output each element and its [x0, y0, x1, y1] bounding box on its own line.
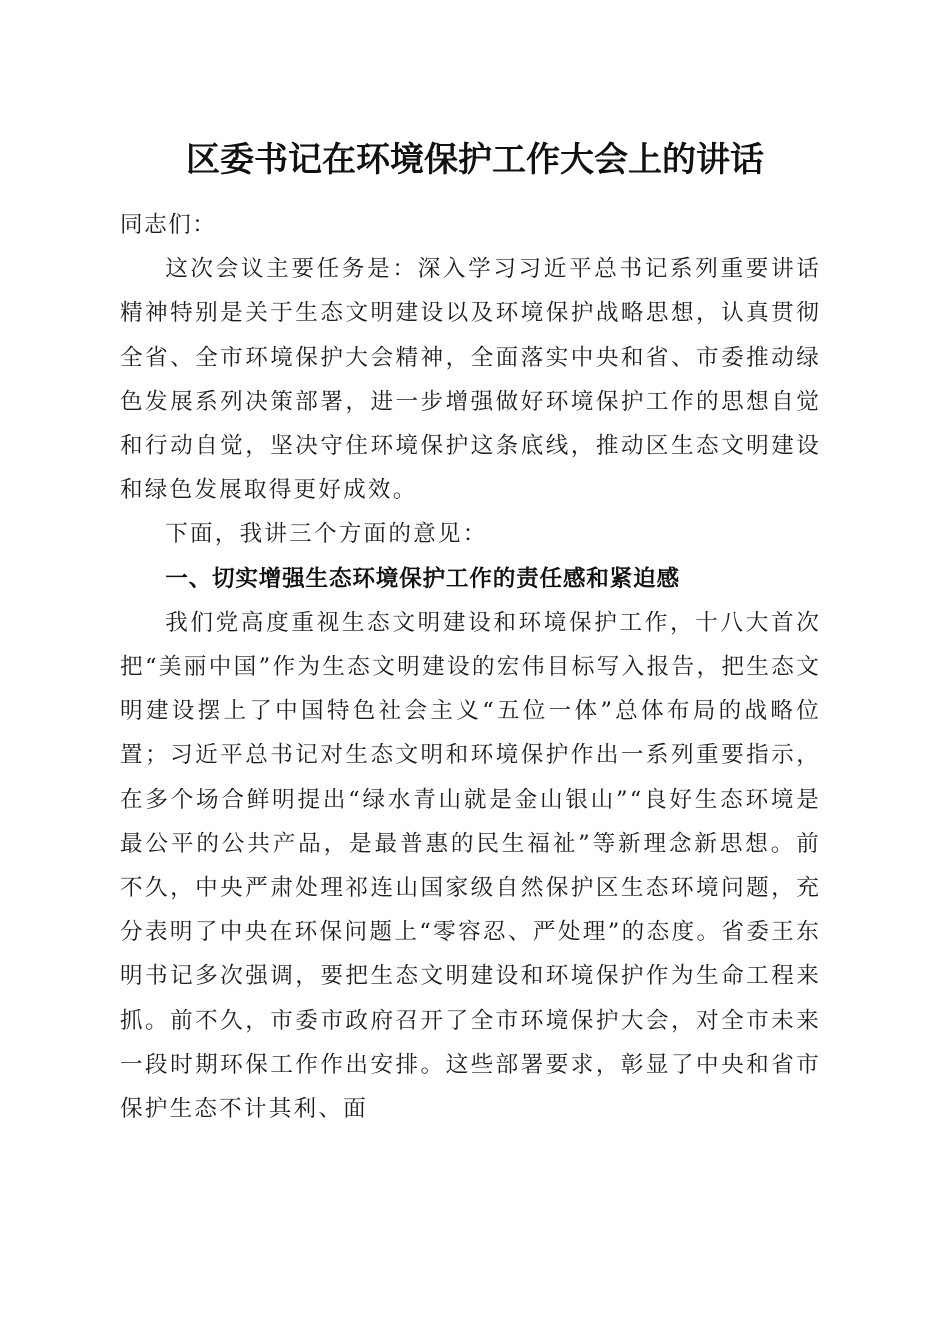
paragraph-meeting-tasks: 这次会议主要任务是：深入学习习近平总书记系列重要讲话精神特别是关于生态文明建设以及环境保护战略思想，认真贯彻全省、全市环境保护大会精神，全面落实中央和省、市委推动绿色发展系列决策部署，进一步增强做好环境保护工作的思想自觉和行动自觉，坚决守住环境保护这条底线，推动区生态文明建设和绿色发展取得更好成效。 [120, 256, 821, 504]
paragraph-section-1: 我们党高度重视生态文明建设和环境保护工作，十八大首次把“美丽中国”作为生态文明建设的宏伟目标写入报告，把生态文明建设摆上了中国特色社会主义“五位一体”总体布局的战略位置；习近平总书记对生态文明和环境保护作出一系列重要指示，在多个场合鲜明提出“绿水青山就是金山银山”“良好生态环境是最公平的公共产品，是最普惠的民生福祉”等新理念新思想。前不久，中央严肃处理祁连山国家级自然保护区生态环境问题，充分表明了中央在环保问题上“零容忍、严处理”的态度。省委王东明书记多次强调，要把生态文明建设和环境保护作为生命工程来抓。前不久，市委市政府召开了全市环境保护大会，对全市未来一段时期环保工作作出安排。这些部署要求，彰显了中央和省市保护生态不计其利、面 [120, 609, 821, 1123]
section-heading-1: 一、切实增强生态环境保护工作的责任感和紧迫感 [165, 565, 680, 592]
salutation: 同志们： [120, 212, 217, 238]
paragraph-intro: 下面，我讲三个方面的意见： [165, 521, 488, 548]
document-title: 区委书记在环境保护工作大会上的讲话 [186, 140, 764, 180]
document-body [120, 200, 821, 1131]
